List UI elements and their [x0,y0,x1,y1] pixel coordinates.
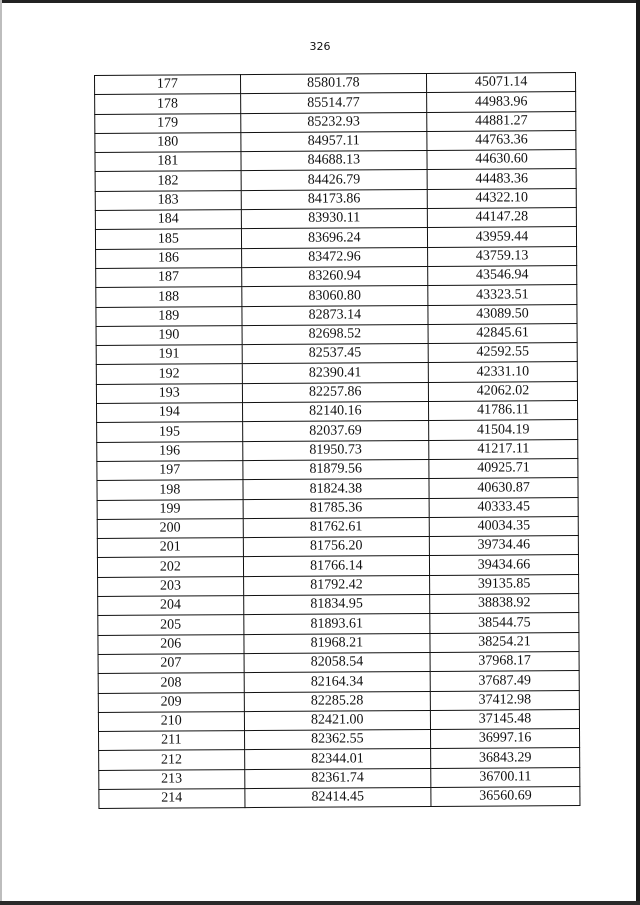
table-row [98,632,579,654]
value-b-cell: 38838.92 [430,594,579,614]
row-index-cell: 187 [96,268,242,288]
row-index-cell: 188 [96,287,242,307]
table-row [97,497,578,519]
row-index-cell: 207 [98,654,244,674]
value-a-cell: 82414.45 [244,787,431,807]
row-index-cell: 214 [99,789,245,809]
value-b-cell: 37412.98 [430,690,579,710]
table-row [97,516,578,538]
value-a-cell: 81950.73 [242,440,429,460]
value-a-cell: 83472.96 [241,247,428,267]
value-a-cell: 82285.28 [244,691,431,711]
value-b-cell: 37145.48 [430,709,579,729]
value-b-cell: 43759.13 [428,246,577,266]
row-index-cell: 177 [95,75,241,95]
row-index-cell: 181 [95,152,241,172]
value-a-cell: 82698.52 [242,324,429,344]
value-a-cell: 82873.14 [242,305,429,325]
scan-edge-top [0,0,640,3]
value-a-cell: 82058.54 [244,652,431,672]
value-a-cell: 81785.36 [243,498,430,518]
value-a-cell: 81834.95 [243,594,430,614]
table-row [96,304,577,326]
table-row [98,709,579,731]
value-a-cell: 82164.34 [244,672,431,692]
value-b-cell: 40925.71 [429,458,578,478]
table-row [95,169,576,191]
value-a-cell: 83696.24 [241,228,428,248]
row-index-cell: 182 [95,171,241,191]
value-b-cell: 44881.27 [427,111,576,131]
row-index-cell: 194 [97,403,243,423]
value-b-cell: 38254.21 [430,632,579,652]
row-index-cell: 179 [95,113,241,133]
table-row [97,555,578,577]
value-a-cell: 82537.45 [242,344,429,364]
row-index-cell: 185 [95,229,241,249]
value-b-cell: 42845.61 [428,323,577,343]
table-row [96,266,577,288]
value-b-cell: 36560.69 [431,787,580,807]
table-row [95,150,576,172]
value-a-cell: 81762.61 [243,517,430,537]
data-table [94,72,580,809]
value-a-cell: 81824.38 [243,479,430,499]
table-body [95,73,580,809]
row-index-cell: 210 [98,711,244,731]
value-b-cell: 39734.46 [429,536,578,556]
row-index-cell: 180 [95,132,241,152]
value-b-cell: 44630.60 [427,150,576,170]
table-row [95,208,576,230]
row-index-cell: 178 [95,94,241,114]
value-a-cell: 81756.20 [243,537,430,557]
row-index-cell: 189 [96,306,242,326]
value-a-cell: 85232.93 [240,112,427,132]
value-a-cell: 81968.21 [244,633,431,653]
value-a-cell: 82390.41 [242,363,429,383]
row-index-cell: 211 [99,731,245,751]
table-row [96,285,577,307]
table-row [98,671,579,693]
row-index-cell: 195 [97,422,243,442]
value-b-cell: 39135.85 [430,574,579,594]
row-index-cell: 213 [99,769,245,789]
table-row [95,111,576,133]
row-index-cell: 202 [97,557,243,577]
value-a-cell: 81766.14 [243,556,430,576]
value-a-cell: 85801.78 [240,73,427,93]
row-index-cell: 200 [97,518,243,538]
value-b-cell: 41786.11 [429,401,578,421]
value-b-cell: 44983.96 [427,92,576,112]
value-b-cell: 36997.16 [431,729,580,749]
value-b-cell: 36700.11 [431,767,580,787]
value-b-cell: 43323.51 [428,285,577,305]
value-a-cell: 82421.00 [244,710,431,730]
value-a-cell: 81879.56 [242,459,429,479]
value-a-cell: 83930.11 [241,209,428,229]
value-b-cell: 37968.17 [430,651,579,671]
table-row [98,613,579,635]
value-a-cell: 81893.61 [243,614,430,634]
value-b-cell: 43089.50 [428,304,577,324]
table-row [99,767,580,789]
table-row [98,594,579,616]
table-row [97,439,578,461]
table-row [95,188,576,210]
value-a-cell: 82037.69 [242,421,429,441]
row-index-cell: 209 [98,692,244,712]
row-index-cell: 204 [98,596,244,616]
row-index-cell: 190 [96,325,242,345]
row-index-cell: 198 [97,480,243,500]
table-row [97,536,578,558]
table-row [97,401,578,423]
row-index-cell: 191 [96,345,242,365]
value-b-cell: 40034.35 [429,516,578,536]
table-row [98,651,579,673]
row-index-cell: 208 [98,673,244,693]
value-a-cell: 84688.13 [241,151,428,171]
table-row [98,574,579,596]
value-b-cell: 44763.36 [427,130,576,150]
value-b-cell: 38544.75 [430,613,579,633]
value-a-cell: 83060.80 [241,286,428,306]
table-row [96,362,577,384]
row-index-cell: 184 [95,210,241,230]
value-a-cell: 84173.86 [241,189,428,209]
table-row [96,323,577,345]
value-b-cell: 39434.66 [430,555,579,575]
table-row [95,92,576,114]
value-b-cell: 43546.94 [428,266,577,286]
row-index-cell: 193 [96,383,242,403]
table-row [96,343,577,365]
table-row [95,73,576,95]
table-row [99,787,580,809]
value-b-cell: 44322.10 [427,188,576,208]
value-b-cell: 45071.14 [427,73,576,93]
table-row [97,458,578,480]
value-b-cell: 44483.36 [427,169,576,189]
value-a-cell: 82344.01 [244,749,431,769]
value-a-cell: 81792.42 [243,575,430,595]
table-row [98,690,579,712]
row-index-cell: 192 [96,364,242,384]
value-b-cell: 42062.02 [428,381,577,401]
page-number: 326 [309,40,331,53]
value-b-cell: 44147.28 [427,208,576,228]
value-b-cell: 42592.55 [428,343,577,363]
value-b-cell: 37687.49 [430,671,579,691]
row-index-cell: 212 [99,750,245,770]
table-row [95,227,576,249]
table-row [96,246,577,268]
value-b-cell: 36843.29 [431,748,580,768]
value-a-cell: 82257.86 [242,382,429,402]
table-row [99,748,580,770]
row-index-cell: 203 [98,576,244,596]
row-index-cell: 206 [98,634,244,654]
value-b-cell: 42331.10 [428,362,577,382]
table-row [97,478,578,500]
row-index-cell: 197 [97,461,243,481]
value-b-cell: 43959.44 [428,227,577,247]
value-a-cell: 84426.79 [241,170,428,190]
row-index-cell: 199 [97,499,243,519]
value-b-cell: 41504.19 [429,420,578,440]
row-index-cell: 196 [97,441,243,461]
table-row [99,729,580,751]
value-b-cell: 41217.11 [429,439,578,459]
row-index-cell: 205 [98,615,244,635]
table-row [97,420,578,442]
table-row [95,130,576,152]
value-a-cell: 84957.11 [240,131,427,151]
row-index-cell: 183 [95,190,241,210]
row-index-cell: 186 [96,248,242,268]
value-b-cell: 40630.87 [429,478,578,498]
value-a-cell: 82361.74 [244,768,431,788]
scan-edge-bottom [0,901,640,905]
value-a-cell: 85514.77 [240,93,427,113]
scan-edge-left [0,0,2,905]
row-index-cell: 201 [97,538,243,558]
table-row [96,381,577,403]
value-a-cell: 82140.16 [242,402,429,422]
scan-edge-right [636,0,640,905]
value-b-cell: 40333.45 [429,497,578,517]
value-a-cell: 83260.94 [241,266,428,286]
value-a-cell: 82362.55 [244,730,431,750]
